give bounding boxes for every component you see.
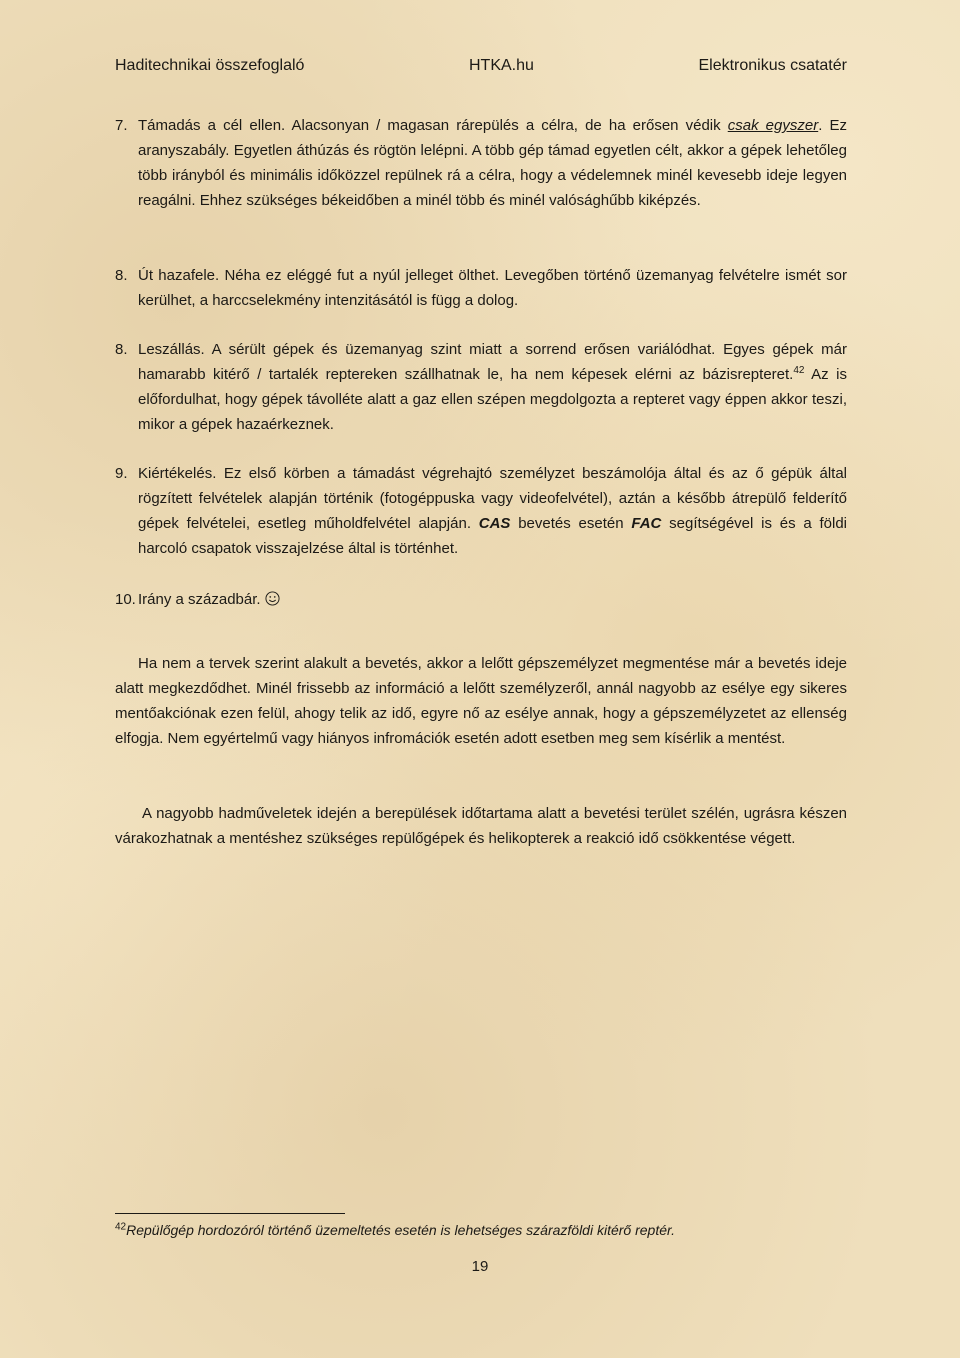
list-item-8-return xyxy=(115,263,847,313)
list-number: 9. xyxy=(115,465,128,482)
text-segment: Leszállás. A sérült gépek és üzemanyag szint miatt a sorrend erősen variálódhat. Egyes gépek már hamarabb kitérő / tartalék reptereken szállhatnak le, ha nem képesek elérni az bázisrepteret. xyxy=(138,341,847,383)
footnote xyxy=(115,1222,847,1238)
text-segment: Irány a századbár. xyxy=(138,591,261,608)
list-item-body xyxy=(138,461,847,561)
paragraph-text: A nagyobb hadműveletek idején a berepülések időtartama alatt a bevetési terület szélén, ugrásra készen várakozhatnak a mentéshez szükséges repülőgépek és helikopterek a reakció idő csökkentése végett. xyxy=(115,805,847,847)
header-right: Elektronikus csatatér xyxy=(698,57,847,74)
text-segment: . Ez aranyszabály. Egyetlen áthúzás és rögtön lelépni. A több gép támad egyetlen célt, akkor a gépek lehetőleg több irányból és minimális időközzel repülnek rá a célra, hogy a védelemnek minél kevesebb ideje legyen reagálni. Ehhez szükséges békeidőben a minél több és minél valósághűbb kiképzés. xyxy=(138,117,847,209)
paragraph-text: Ha nem a tervek szerint alakult a bevetés, akkor a lelőtt gépszemélyzet megmentése már a bevetés ideje alatt megkezdődhet. Minél frissebb az információ a lelőtt személyzeről, annál nagyobb az esélye egy sikeres mentőakciónak ezen felül, ahogy telik az idő, egyre nő az esélye annak, hogy a gépszemélyzetet az ellenség elfogja. Nem egyértelmű vagy hiányos infromációk esetén adott esetben meg sem kísérlik a mentést. xyxy=(115,655,847,747)
emphasis-text: csak egyszer xyxy=(727,117,819,134)
text-segment: segítségével is és a földi harcoló csapatok visszajelzése által is történhet. xyxy=(138,515,848,557)
paragraph-rescue xyxy=(115,651,847,751)
list-number: 8. xyxy=(115,341,128,358)
text-segment: Az is előfordulhat, hogy gépek távolléte alatt a gaz ellen szépen megdolgozta a repteret vagy éppen akkor teszi, mikor a gépek hazaérkeznek. xyxy=(138,366,847,433)
list-item-body xyxy=(138,337,847,437)
page-header xyxy=(115,57,847,75)
footnote-number: 42 xyxy=(115,1221,127,1233)
list-number: 10. xyxy=(115,591,136,608)
list-item-9 xyxy=(115,461,847,561)
abbreviation-fac: FAC xyxy=(631,515,662,532)
footnote-ref: 42 xyxy=(793,365,805,376)
list-item-body xyxy=(138,587,847,614)
footnote-text: Repülőgép hordozóról történő üzemeltetés esetén is lehetséges szárazföldi kitérő reptér. xyxy=(126,1222,676,1238)
abbreviation-cas: CAS xyxy=(478,515,511,532)
list-item-body: Út hazafele. Néha ez eléggé fut a nyúl jelleget ölthet. Levegőben történő üzemanyag felvételre ismét sor kerülhet, a harccselekmény intenzitásától is függ a dolog. xyxy=(138,267,847,309)
list-item-10 xyxy=(115,587,847,614)
footnote-divider xyxy=(115,1213,345,1214)
list-item-body xyxy=(138,113,847,213)
paragraph-standby xyxy=(115,801,847,851)
text-segment: Kiértékelés. Ez első körben a támadást végrehajtó személyzet beszámolója által és az ő gépük által rögzített felvételek alapján történik (fotogéppuska vagy videofelvétel), aztán a később átrepülő felderítő gépek felvételei, esetleg műholdfelvétel alapján. xyxy=(138,465,847,532)
header-left: Haditechnikai összefoglaló xyxy=(115,57,305,74)
smiley-icon xyxy=(265,589,280,614)
text-segment: bevetés esetén xyxy=(510,515,632,532)
page-number: 19 xyxy=(471,1258,489,1275)
list-item-7 xyxy=(115,113,847,213)
list-number: 7. xyxy=(115,117,128,134)
list-number: 8. xyxy=(115,267,128,284)
header-center: HTKA.hu xyxy=(469,57,534,74)
text-segment: Támadás a cél ellen. Alacsonyan / magasan rárepülés a célra, de ha erősen védik xyxy=(138,117,728,134)
list-item-8-landing xyxy=(115,337,847,437)
